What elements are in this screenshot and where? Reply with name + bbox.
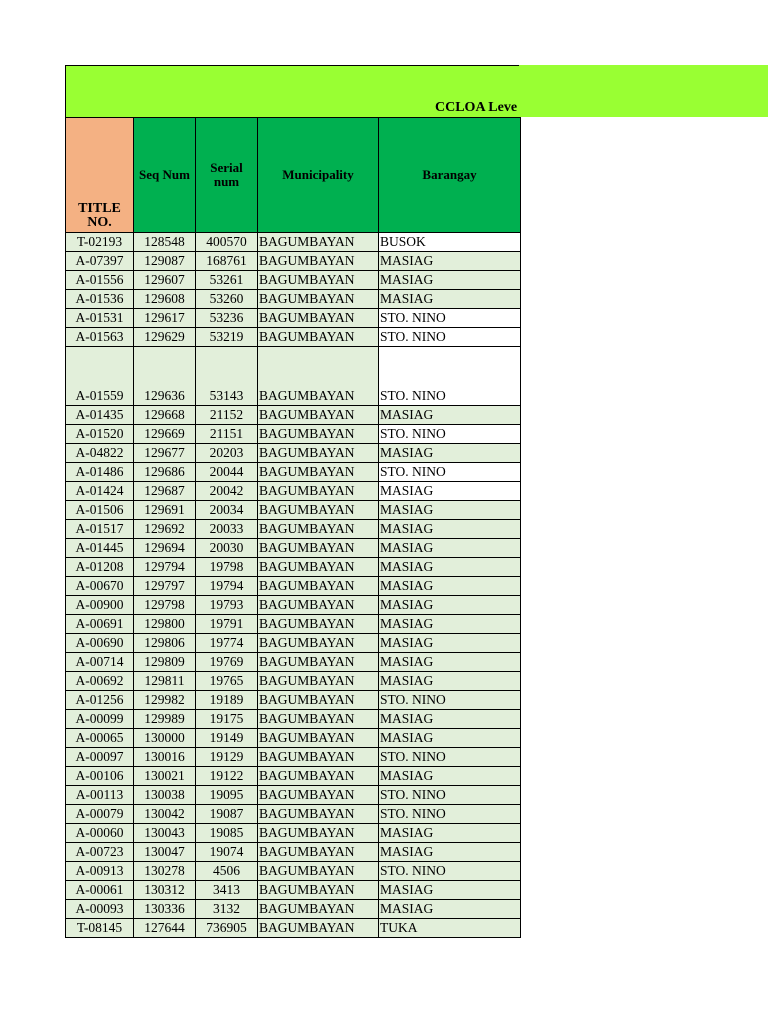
- serial-num-cell[interactable]: 19149: [196, 729, 258, 748]
- column-header-seq-num[interactable]: Seq Num: [134, 118, 196, 233]
- municipality-cell[interactable]: BAGUMBAYAN: [258, 900, 379, 919]
- municipality-cell[interactable]: BAGUMBAYAN: [258, 786, 379, 805]
- seq-num-cell[interactable]: 129669: [134, 425, 196, 444]
- title-no-cell[interactable]: A-01486: [66, 463, 134, 482]
- table-row: [66, 596, 521, 615]
- table-row: [66, 577, 521, 596]
- column-header-barangay[interactable]: Barangay: [379, 118, 521, 233]
- barangay-cell[interactable]: MASIAG: [379, 271, 521, 290]
- barangay-cell[interactable]: BUSOK: [379, 233, 521, 252]
- serial-num-cell[interactable]: 20033: [196, 520, 258, 539]
- barangay-cell[interactable]: MASIAG: [379, 900, 521, 919]
- title-no-cell[interactable]: A-00714: [66, 653, 134, 672]
- seq-num-cell[interactable]: 129636: [134, 347, 196, 406]
- serial-num-cell[interactable]: 19798: [196, 558, 258, 577]
- municipality-cell[interactable]: BAGUMBAYAN: [258, 328, 379, 347]
- seq-num-cell[interactable]: 129797: [134, 577, 196, 596]
- seq-num-cell[interactable]: 129691: [134, 501, 196, 520]
- table-row: [66, 290, 521, 309]
- barangay-cell[interactable]: MASIAG: [379, 577, 521, 596]
- seq-num-cell[interactable]: 129617: [134, 309, 196, 328]
- barangay-cell[interactable]: MASIAG: [379, 596, 521, 615]
- seq-num-cell[interactable]: 129982: [134, 691, 196, 710]
- municipality-cell[interactable]: BAGUMBAYAN: [258, 862, 379, 881]
- seq-num-cell[interactable]: 128548: [134, 233, 196, 252]
- table-row: [66, 271, 521, 290]
- seq-num-cell[interactable]: 129806: [134, 634, 196, 653]
- municipality-cell[interactable]: BAGUMBAYAN: [258, 233, 379, 252]
- barangay-cell[interactable]: MASIAG: [379, 634, 521, 653]
- table-row: [66, 501, 521, 520]
- seq-num-cell[interactable]: 130312: [134, 881, 196, 900]
- municipality-cell[interactable]: BAGUMBAYAN: [258, 710, 379, 729]
- column-header-title-no[interactable]: TITLE NO.: [66, 118, 134, 233]
- title-no-cell[interactable]: A-00670: [66, 577, 134, 596]
- title-no-cell[interactable]: A-01520: [66, 425, 134, 444]
- table-row: [66, 252, 521, 271]
- serial-num-cell[interactable]: 19175: [196, 710, 258, 729]
- title-no-cell[interactable]: A-00691: [66, 615, 134, 634]
- seq-num-cell[interactable]: 129677: [134, 444, 196, 463]
- serial-num-cell[interactable]: 4506: [196, 862, 258, 881]
- barangay-cell[interactable]: MASIAG: [379, 843, 521, 862]
- serial-num-cell[interactable]: 20044: [196, 463, 258, 482]
- municipality-cell[interactable]: BAGUMBAYAN: [258, 539, 379, 558]
- barangay-cell[interactable]: MASIAG: [379, 520, 521, 539]
- barangay-cell[interactable]: STO. NINO: [379, 748, 521, 767]
- seq-num-cell[interactable]: 127644: [134, 919, 196, 938]
- seq-num-cell[interactable]: 129607: [134, 271, 196, 290]
- seq-num-cell[interactable]: 129668: [134, 406, 196, 425]
- barangay-cell[interactable]: MASIAG: [379, 558, 521, 577]
- table-row: [66, 786, 521, 805]
- serial-num-cell[interactable]: 19129: [196, 748, 258, 767]
- title-no-cell[interactable]: A-01445: [66, 539, 134, 558]
- municipality-cell[interactable]: BAGUMBAYAN: [258, 347, 379, 406]
- table-row: [66, 444, 521, 463]
- table-row: [66, 520, 521, 539]
- barangay-cell[interactable]: MASIAG: [379, 729, 521, 748]
- barangay-cell[interactable]: STO. NINO: [379, 347, 521, 406]
- municipality-cell[interactable]: BAGUMBAYAN: [258, 767, 379, 786]
- table-row: [66, 539, 521, 558]
- serial-num-cell[interactable]: 21152: [196, 406, 258, 425]
- serial-num-cell[interactable]: 19791: [196, 615, 258, 634]
- serial-num-cell[interactable]: 19122: [196, 767, 258, 786]
- title-no-cell[interactable]: A-00723: [66, 843, 134, 862]
- municipality-cell[interactable]: BAGUMBAYAN: [258, 271, 379, 290]
- title-no-cell[interactable]: A-00065: [66, 729, 134, 748]
- barangay-cell[interactable]: TUKA: [379, 919, 521, 938]
- barangay-cell[interactable]: MASIAG: [379, 406, 521, 425]
- data-table: [65, 117, 521, 938]
- serial-num-cell[interactable]: 20203: [196, 444, 258, 463]
- seq-num-cell[interactable]: 129798: [134, 596, 196, 615]
- municipality-cell[interactable]: BAGUMBAYAN: [258, 653, 379, 672]
- municipality-cell[interactable]: BAGUMBAYAN: [258, 919, 379, 938]
- table-row: [66, 710, 521, 729]
- serial-num-cell[interactable]: 19085: [196, 824, 258, 843]
- barangay-cell[interactable]: MASIAG: [379, 252, 521, 271]
- seq-num-cell[interactable]: 129686: [134, 463, 196, 482]
- title-no-cell[interactable]: A-00099: [66, 710, 134, 729]
- municipality-cell[interactable]: BAGUMBAYAN: [258, 596, 379, 615]
- table-row: [66, 482, 521, 501]
- title-no-cell[interactable]: A-01556: [66, 271, 134, 290]
- serial-num-cell[interactable]: 53261: [196, 271, 258, 290]
- barangay-cell[interactable]: MASIAG: [379, 653, 521, 672]
- table-row: [66, 900, 521, 919]
- title-no-cell[interactable]: A-00097: [66, 748, 134, 767]
- municipality-cell[interactable]: BAGUMBAYAN: [258, 634, 379, 653]
- title-no-cell[interactable]: A-00113: [66, 786, 134, 805]
- barangay-cell[interactable]: MASIAG: [379, 444, 521, 463]
- barangay-cell[interactable]: STO. NINO: [379, 328, 521, 347]
- serial-num-cell[interactable]: 168761: [196, 252, 258, 271]
- serial-num-cell[interactable]: 20030: [196, 539, 258, 558]
- municipality-cell[interactable]: BAGUMBAYAN: [258, 290, 379, 309]
- title-no-cell[interactable]: T-08145: [66, 919, 134, 938]
- title-no-cell[interactable]: A-01531: [66, 309, 134, 328]
- barangay-cell[interactable]: MASIAG: [379, 615, 521, 634]
- column-header-serial-num[interactable]: Serial num: [196, 118, 258, 233]
- municipality-cell[interactable]: BAGUMBAYAN: [258, 748, 379, 767]
- barangay-cell[interactable]: STO. NINO: [379, 805, 521, 824]
- title-no-cell[interactable]: A-00106: [66, 767, 134, 786]
- title-no-cell[interactable]: A-04822: [66, 444, 134, 463]
- serial-num-cell[interactable]: 19774: [196, 634, 258, 653]
- serial-num-cell[interactable]: 19769: [196, 653, 258, 672]
- sheet-title: CCLOA Leve: [435, 100, 518, 115]
- serial-num-cell[interactable]: 53219: [196, 328, 258, 347]
- seq-num-cell[interactable]: 130038: [134, 786, 196, 805]
- serial-num-cell[interactable]: 19189: [196, 691, 258, 710]
- title-no-cell[interactable]: A-00060: [66, 824, 134, 843]
- seq-num-cell[interactable]: 129608: [134, 290, 196, 309]
- seq-num-cell[interactable]: 130278: [134, 862, 196, 881]
- barangay-cell[interactable]: STO. NINO: [379, 862, 521, 881]
- barangay-cell[interactable]: STO. NINO: [379, 786, 521, 805]
- municipality-cell[interactable]: BAGUMBAYAN: [258, 843, 379, 862]
- title-no-cell[interactable]: A-01424: [66, 482, 134, 501]
- barangay-cell[interactable]: STO. NINO: [379, 691, 521, 710]
- seq-num-cell[interactable]: 130043: [134, 824, 196, 843]
- serial-num-cell[interactable]: 19793: [196, 596, 258, 615]
- table-row: [66, 748, 521, 767]
- title-no-cell[interactable]: A-07397: [66, 252, 134, 271]
- seq-num-cell[interactable]: 129687: [134, 482, 196, 501]
- municipality-cell[interactable]: BAGUMBAYAN: [258, 309, 379, 328]
- table-row: [66, 615, 521, 634]
- table-row: [66, 881, 521, 900]
- table-row: [66, 347, 521, 406]
- table-row: [66, 406, 521, 425]
- barangay-cell[interactable]: MASIAG: [379, 767, 521, 786]
- table-row: [66, 309, 521, 328]
- table-row: [66, 328, 521, 347]
- municipality-cell[interactable]: BAGUMBAYAN: [258, 805, 379, 824]
- table-row: [66, 233, 521, 252]
- seq-num-cell[interactable]: 129989: [134, 710, 196, 729]
- table-row: [66, 634, 521, 653]
- seq-num-cell[interactable]: 129694: [134, 539, 196, 558]
- barangay-cell[interactable]: MASIAG: [379, 672, 521, 691]
- table-row: [66, 843, 521, 862]
- barangay-cell[interactable]: MASIAG: [379, 539, 521, 558]
- serial-num-cell[interactable]: 19765: [196, 672, 258, 691]
- municipality-cell[interactable]: BAGUMBAYAN: [258, 672, 379, 691]
- table-row: [66, 558, 521, 577]
- serial-num-cell[interactable]: 20034: [196, 501, 258, 520]
- serial-num-cell[interactable]: 400570: [196, 233, 258, 252]
- seq-num-cell[interactable]: 129809: [134, 653, 196, 672]
- serial-num-cell[interactable]: 3132: [196, 900, 258, 919]
- seq-num-cell[interactable]: 130016: [134, 748, 196, 767]
- seq-num-cell[interactable]: 130042: [134, 805, 196, 824]
- barangay-cell[interactable]: MASIAG: [379, 881, 521, 900]
- column-header-municipality[interactable]: Municipality: [258, 118, 379, 233]
- serial-num-cell[interactable]: 21151: [196, 425, 258, 444]
- title-no-cell[interactable]: A-00061: [66, 881, 134, 900]
- title-no-cell[interactable]: T-02193: [66, 233, 134, 252]
- table-row: [66, 767, 521, 786]
- table-row: [66, 653, 521, 672]
- table-row: [66, 824, 521, 843]
- municipality-cell[interactable]: BAGUMBAYAN: [258, 463, 379, 482]
- barangay-cell[interactable]: STO. NINO: [379, 463, 521, 482]
- serial-num-cell[interactable]: 19087: [196, 805, 258, 824]
- seq-num-cell[interactable]: 130047: [134, 843, 196, 862]
- municipality-cell[interactable]: BAGUMBAYAN: [258, 520, 379, 539]
- seq-num-cell[interactable]: 129794: [134, 558, 196, 577]
- title-no-cell[interactable]: A-00093: [66, 900, 134, 919]
- municipality-cell[interactable]: BAGUMBAYAN: [258, 444, 379, 463]
- barangay-cell[interactable]: MASIAG: [379, 482, 521, 501]
- table-row: [66, 672, 521, 691]
- municipality-cell[interactable]: BAGUMBAYAN: [258, 824, 379, 843]
- serial-num-cell[interactable]: 3413: [196, 881, 258, 900]
- serial-num-cell[interactable]: 53236: [196, 309, 258, 328]
- barangay-cell[interactable]: MASIAG: [379, 824, 521, 843]
- municipality-cell[interactable]: BAGUMBAYAN: [258, 482, 379, 501]
- table-row: [66, 691, 521, 710]
- barangay-cell[interactable]: STO. NINO: [379, 309, 521, 328]
- seq-num-cell[interactable]: 130021: [134, 767, 196, 786]
- serial-num-cell[interactable]: 53143: [196, 347, 258, 406]
- title-no-cell[interactable]: A-00913: [66, 862, 134, 881]
- municipality-cell[interactable]: BAGUMBAYAN: [258, 691, 379, 710]
- title-no-cell[interactable]: A-00692: [66, 672, 134, 691]
- barangay-cell[interactable]: STO. NINO: [379, 425, 521, 444]
- municipality-cell[interactable]: BAGUMBAYAN: [258, 729, 379, 748]
- municipality-cell[interactable]: BAGUMBAYAN: [258, 558, 379, 577]
- title-no-cell[interactable]: A-00690: [66, 634, 134, 653]
- title-no-cell[interactable]: A-01536: [66, 290, 134, 309]
- title-no-cell[interactable]: A-01563: [66, 328, 134, 347]
- seq-num-cell[interactable]: 129811: [134, 672, 196, 691]
- municipality-cell[interactable]: BAGUMBAYAN: [258, 425, 379, 444]
- title-no-cell[interactable]: A-01435: [66, 406, 134, 425]
- serial-num-cell[interactable]: 19074: [196, 843, 258, 862]
- barangay-cell[interactable]: MASIAG: [379, 710, 521, 729]
- municipality-cell[interactable]: BAGUMBAYAN: [258, 881, 379, 900]
- barangay-cell[interactable]: MASIAG: [379, 290, 521, 309]
- barangay-cell[interactable]: MASIAG: [379, 501, 521, 520]
- title-no-cell[interactable]: A-01256: [66, 691, 134, 710]
- serial-num-cell[interactable]: 736905: [196, 919, 258, 938]
- serial-num-cell[interactable]: 19794: [196, 577, 258, 596]
- municipality-cell[interactable]: BAGUMBAYAN: [258, 252, 379, 271]
- title-no-cell[interactable]: A-01506: [66, 501, 134, 520]
- municipality-cell[interactable]: BAGUMBAYAN: [258, 615, 379, 634]
- table-row: [66, 425, 521, 444]
- seq-num-cell[interactable]: 129629: [134, 328, 196, 347]
- seq-num-cell[interactable]: 129087: [134, 252, 196, 271]
- seq-num-cell[interactable]: 129800: [134, 615, 196, 634]
- table-row: [66, 729, 521, 748]
- municipality-cell[interactable]: BAGUMBAYAN: [258, 501, 379, 520]
- seq-num-cell[interactable]: 130000: [134, 729, 196, 748]
- serial-num-cell[interactable]: 19095: [196, 786, 258, 805]
- title-no-cell[interactable]: A-01208: [66, 558, 134, 577]
- title-no-cell[interactable]: A-00900: [66, 596, 134, 615]
- title-no-cell[interactable]: A-00079: [66, 805, 134, 824]
- table-row: [66, 862, 521, 881]
- serial-num-cell[interactable]: 53260: [196, 290, 258, 309]
- title-no-cell[interactable]: A-01559: [66, 347, 134, 406]
- serial-num-cell[interactable]: 20042: [196, 482, 258, 501]
- table-row: [66, 919, 521, 938]
- header-row: [66, 118, 521, 233]
- municipality-cell[interactable]: BAGUMBAYAN: [258, 577, 379, 596]
- seq-num-cell[interactable]: 129692: [134, 520, 196, 539]
- seq-num-cell[interactable]: 130336: [134, 900, 196, 919]
- table-row: [66, 463, 521, 482]
- municipality-cell[interactable]: BAGUMBAYAN: [258, 406, 379, 425]
- table-row: [66, 805, 521, 824]
- title-no-cell[interactable]: A-01517: [66, 520, 134, 539]
